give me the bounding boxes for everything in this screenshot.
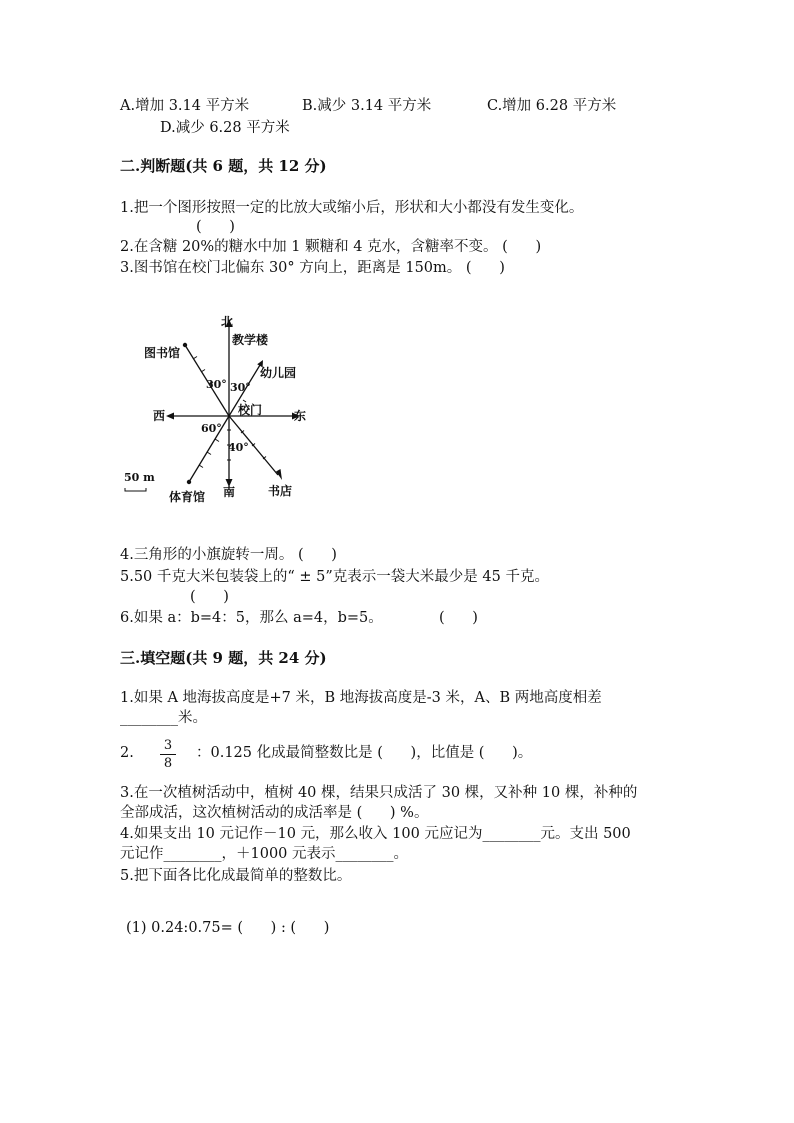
s3-question-5: 5.把下面各比化成最简单的整数比。 [120,868,352,884]
s3-question-2-text: ：0.125 化成最简整数比是 ( )，比值是 ( )。 [196,745,533,761]
label-gym: 体育馆 [169,490,206,504]
label-teaching-building: 教学楼 [232,333,269,347]
option-d: D.减少 6.28 平方米 [160,120,290,136]
option-a: A.增加 3.14 平方米 [120,98,250,114]
s2-question-1-paren: ( ) [196,219,235,235]
fraction-numerator: 3 [163,738,173,753]
s2-question-5: 5.50 千克大米包装袋上的“ ± 5”克表示一袋大米最少是 45 千克。 [120,569,549,585]
label-south: 南 [223,485,236,499]
scale-bar [125,488,146,491]
label-library: 图书馆 [144,346,181,360]
section3-title: 三.填空题(共 9 题，共 24 分) [120,649,327,667]
s2-question-6: 6.如果 a：b=4：5，那么 a=4，b=5。 [120,610,383,626]
section2-title: 二.判断题(共 6 题，共 12 分) [120,157,327,175]
option-c: C.增加 6.28 平方米 [487,98,617,114]
label-angle-library: 30° [206,378,227,391]
s3-question-1-line1: 1.如果 A 地海拔高度是+7 米，B 地海拔高度是-3 米，A、B 两地高度相差 [120,690,602,706]
fraction-denominator: 8 [163,756,173,771]
label-east: 东 [294,409,307,423]
label-angle-gym: 60° [201,422,222,435]
arrow-west [166,413,174,420]
fraction-bar [160,754,176,755]
s3-question-3-line2: 全部成活，这次植树活动的成活率是 ( ) %。 [120,805,429,821]
s3-question-3-line1: 3.在一次植树活动中，植树 40 棵，结果只成活了 30 棵，又补种 10 棵，补种的 [120,785,638,801]
label-north: 北 [221,315,234,329]
s2-question-4: 4.三角形的小旗旋转一周。 ( ) [120,547,337,563]
s3-question-2-number: 2. [120,745,134,761]
s2-question-1: 1.把一个图形按照一定的比放大或缩小后，形状和大小都没有发生变化。 [120,200,584,216]
point-library [183,343,187,347]
label-bookstore: 书店 [268,484,293,498]
point-gym [187,480,191,484]
label-angle-kindergarten: 30° [230,381,251,394]
s2-question-2: 2.在含糖 20%的糖水中加 1 颗糖和 4 克水，含糖率不变。 ( ) [120,239,542,255]
s3-question-5-sub1: (1) 0.24:0.75= ( ) : ( ) [126,920,330,936]
s2-question-3: 3.图书馆在校门北偏东 30° 方向上，距离是 150m。 ( ) [120,260,505,276]
label-scale: 50 m [124,471,155,484]
direction-diagram [115,305,335,510]
label-angle-bookstore: 40° [228,441,249,454]
label-west: 西 [153,409,166,423]
s2-question-6-paren: ( ) [439,610,478,626]
label-kindergarten: 幼儿园 [260,366,297,380]
label-school-gate: 校门 [238,403,263,417]
s3-question-4-line2: 元记作________，＋1000 元表示________。 [120,846,409,862]
s2-question-5-paren: ( ) [190,589,229,605]
s3-question-1-line2: ________米。 [120,710,207,726]
option-b: B.减少 3.14 平方米 [302,98,432,114]
s3-question-4-line1: 4.如果支出 10 元记作－10 元，那么收入 100 元应记为________元。支出 500 [120,826,631,842]
fraction-three-eighths [158,738,178,771]
